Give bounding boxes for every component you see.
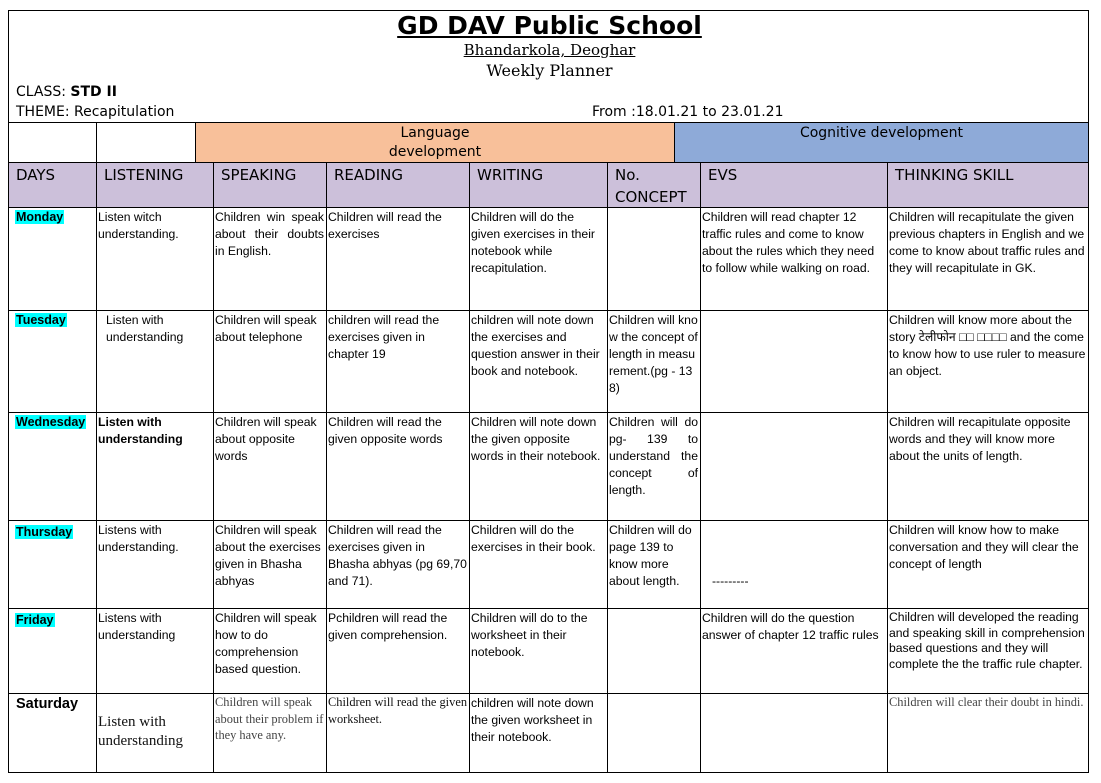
thursday-writing: Children will do the exercises in their book. [470,521,608,609]
language-band-line2: development [388,144,482,160]
friday-evs: Children will do the question answer of chapter 12 traffic rules [701,609,888,694]
saturday-speaking: Children will speak about their problem if they have any. [214,694,327,773]
saturday-thinking: Children will clear their doubt in hindi. [888,694,1089,773]
day-saturday [8,694,97,773]
col-header-writing: WRITING [470,163,608,208]
saturday-listening: Listen with understanding [97,694,214,773]
thursday-thinking: Children will know how to make conversation and they will clear the concept of length [888,521,1089,609]
tuesday-concept: Children will know the concept of length in measurement.(pg - 138) [608,311,701,413]
wednesday-thinking: Children will recapitulate opposite words and they will know more about the units of length. [888,413,1089,521]
monday-concept [608,208,701,311]
tuesday-reading: children will read the exercises given in chapter 19 [327,311,470,413]
col-header-days: DAYS [8,163,97,208]
monday-writing: Children will do the given exercises in their notebook while recapitulation. [470,208,608,311]
day-label: Friday [16,613,54,627]
saturday-writing: children will note down the given worksheet in their notebook. [470,694,608,773]
friday-concept [608,609,701,694]
col-header-concept [608,163,701,208]
theme-line: THEME: Recapitulation [16,104,175,120]
saturday-concept [608,694,701,773]
col-header-evs: EVS [701,163,888,208]
col-header-speaking: SPEAKING [214,163,327,208]
wednesday-speaking: Children will speak about opposite words [214,413,327,521]
language-development-band [196,122,675,163]
planner-title: Weekly Planner [486,61,613,80]
date-range: From :18.01.21 to 23.01.21 [592,104,784,120]
friday-thinking: Children will developed the reading and speaking skill in comprehension based questions and they will complete the the traffic rule chapter. [888,609,1089,694]
school-address: Bhandarkola, Deoghar [463,41,636,59]
col-header-thinking: THINKING SKILL [888,163,1089,208]
tuesday-listening: Listen with understanding [97,311,214,413]
friday-listening: Listens with understanding [97,609,214,694]
school-name: GD DAV Public School [397,11,702,40]
wednesday-reading: Children will read the given opposite words [327,413,470,521]
day-label: Monday [16,210,64,224]
monday-listening: Listen witch understanding. [97,208,214,311]
band-blank-days [8,122,97,163]
wednesday-concept: Children will do pg- 139 to understand the concept of length. [608,413,701,521]
day-label: Thursday [16,525,73,539]
friday-speaking: Children will speak how to do comprehension based question. [214,609,327,694]
tuesday-writing: children will note down the exercises and question answer in their book and notebook. [470,311,608,413]
thursday-reading: Children will read the exercises given in Bhasha abhyas (pg 69,70 and 71). [327,521,470,609]
class-line [16,83,117,101]
friday-reading: Pchildren will read the given comprehension. [327,609,470,694]
day-label: Saturday [16,696,79,712]
concept-header-line1: No. [615,166,640,184]
class-label: CLASS: [16,84,71,100]
thursday-listening: Listens with understanding. [97,521,214,609]
monday-evs: Children will read chapter 12 traffic rules and come to know about the rules which they need to follow while walking on road. [701,208,888,311]
day-wednesday [8,413,97,521]
friday-writing: Children will do to the worksheet in their notebook. [470,609,608,694]
concept-header-line2: CONCEPT [615,188,687,206]
thursday-concept: Children will do page 139 to know more about length. [608,521,701,609]
tuesday-speaking: Children will speak about telephone [214,311,327,413]
day-friday [8,609,97,694]
day-thursday [8,521,97,609]
language-band-line1: Language [400,125,470,141]
day-label: Wednesday [16,415,86,429]
tuesday-evs [701,311,888,413]
wednesday-evs [701,413,888,521]
wednesday-writing: Children will note down the given opposite words in their notebook. [470,413,608,521]
col-header-reading: READING [327,163,470,208]
saturday-evs [701,694,888,773]
monday-speaking: Children win speak about their doubts in English. [214,208,327,311]
col-header-listening: LISTENING [97,163,214,208]
day-label: Tuesday [16,313,66,327]
class-value: STD II [70,84,117,100]
cognitive-development-band: Cognitive development [675,122,1089,163]
day-monday [8,208,97,311]
day-tuesday [8,311,97,413]
saturday-reading: Children will read the given worksheet. [327,694,470,773]
monday-reading: Children will read the exercises [327,208,470,311]
thursday-speaking: Children will speak about the exercises given in Bhasha abhyas [214,521,327,609]
tuesday-thinking: Children will know more about the story टेलीफोन □□ □□□□ and the come to know how to use ruler to measure an object. [888,311,1089,413]
thursday-evs: --------- [701,521,888,609]
monday-thinking: Children will recapitulate the given previous chapters in English and we come to know about traffic rules and they will recapitulate in GK. [888,208,1089,311]
wednesday-listening: Listen with understanding [97,413,214,521]
band-blank-listening [97,122,196,163]
